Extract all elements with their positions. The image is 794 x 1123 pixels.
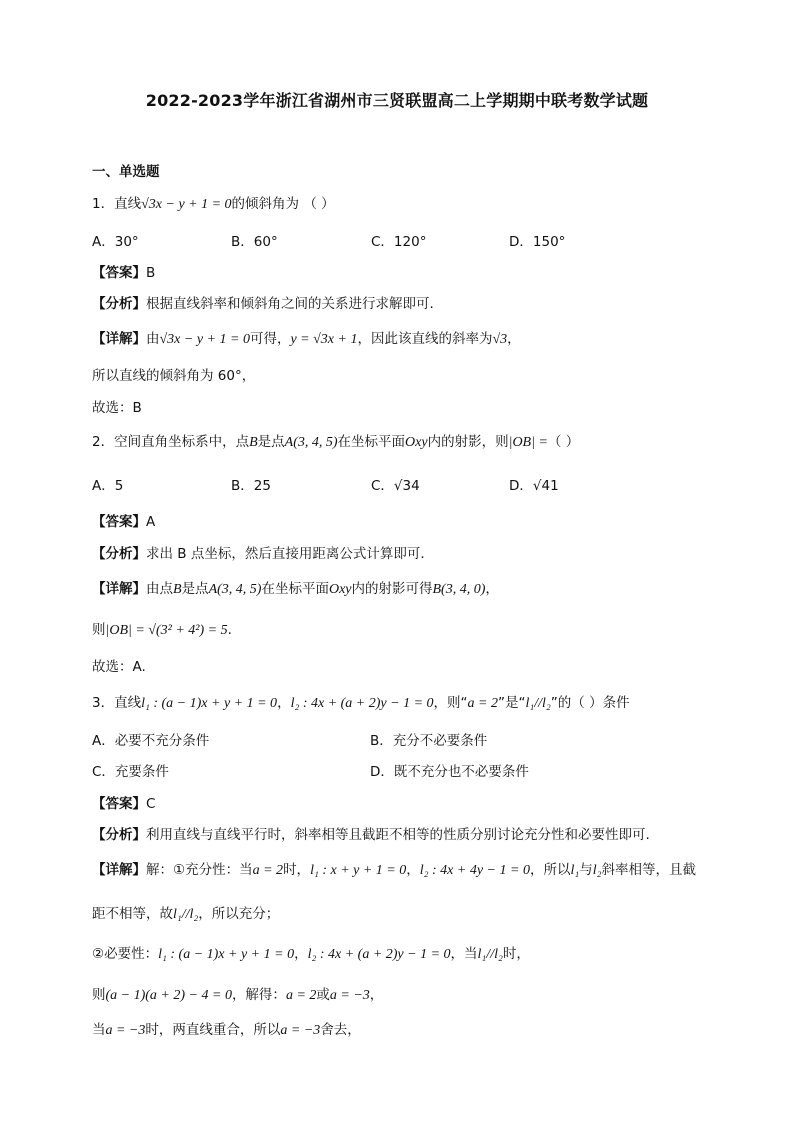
section-heading: 一、单选题 (92, 164, 160, 180)
question-1-option-c: C．120° (371, 234, 427, 250)
question-2-detail: 【详解】由点B是点A(3, 4, 5)在坐标平面Oxy内的射影可得B(3, 4, 0)， (92, 581, 499, 597)
question-3-option-c: C．充要条件 (92, 764, 169, 780)
question-3-detail-line-5: 当a = −3时，两直线重合，所以a = −3舍去， (92, 1022, 361, 1038)
question-3-option-d: D．既不充分也不必要条件 (370, 764, 529, 780)
question-2-analysis: 【分析】求出 B 点坐标，然后直接用距离公式计算即可. (92, 546, 425, 562)
question-3-detail-line-2: 距不相等，故l₁//l₂，所以充分； (92, 906, 280, 922)
question-1-option-b: B．60° (231, 234, 278, 250)
question-1-detail-line-2: 所以直线的倾斜角为 60°， (92, 368, 256, 384)
question-3-option-b: B．充分不必要条件 (370, 733, 488, 749)
question-2-option-b: B．25 (231, 478, 271, 494)
question-2-answer: 【答案】A (92, 514, 156, 530)
question-3-answer: 【答案】C (92, 796, 156, 812)
question-2-option-c: C．√34 (371, 478, 420, 494)
question-3-detail-line-3: ②必要性：l₁ : (a − 1)x + y + 1 = 0，l₂ : 4x + (a + 2)y − 1 = 0，当l₁//l₂时， (92, 946, 530, 962)
question-1-answer: 【答案】B (92, 265, 156, 281)
equation: √3x − y + 1 = 0 (141, 197, 232, 212)
question-2-stem: 2．空间直角坐标系中，点B是点A(3, 4, 5)在坐标平面Oxy内的射影，则|OB| =（ ） (92, 434, 580, 450)
question-3-analysis: 【分析】利用直线与直线平行时，斜率相等且截距不相等的性质分别讨论充分性和必要性即可. (92, 827, 650, 843)
question-1-option-a: A．30° (92, 234, 139, 250)
question-1-option-d: D．150° (509, 234, 566, 250)
question-3-detail-line-4: 则(a − 1)(a + 2) − 4 = 0，解得：a = 2或a = −3， (92, 987, 384, 1003)
question-2-detail-line-2: 则|OB| = √(3² + 4²) = 5. (92, 622, 232, 638)
question-3-detail: 【详解】解：①充分性：当a = 2时，l₁ : x + y + 1 = 0，l₂ : 4x + 4y − 1 = 0，所以l₁与l₂斜率相等，且截 (92, 862, 696, 878)
document-title: 2022-2023学年浙江省湖州市三贤联盟高二上学期期中联考数学试题 (145, 91, 649, 110)
question-3-option-a: A．必要不充分条件 (92, 733, 210, 749)
question-3-stem: 3．直线l₁ : (a − 1)x + y + 1 = 0，l₂ : 4x + (a + 2)y − 1 = 0，则“a = 2”是“l₁//l₂”的（ ）条件 (92, 695, 630, 711)
question-1-conclusion: 故选：B (92, 400, 142, 416)
question-1-stem: 1．直线√3x − y + 1 = 0的倾斜角为 （ ） (92, 196, 335, 212)
question-2-option-a: A．5 (92, 478, 124, 494)
question-1-analysis: 【分析】根据直线斜率和倾斜角之间的关系进行求解即可. (92, 296, 434, 312)
question-1-detail: 【详解】由√3x − y + 1 = 0可得，y = √3x + 1，因此该直线的斜率为√3， (92, 331, 521, 347)
question-2-conclusion: 故选：A. (92, 659, 146, 675)
question-2-option-d: D．√41 (509, 478, 559, 494)
